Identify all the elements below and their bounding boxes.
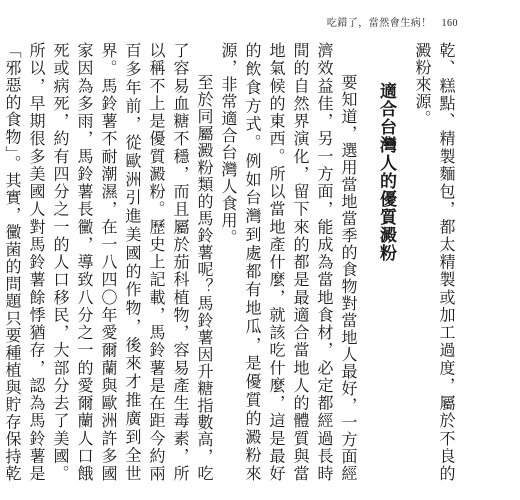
page-number: 160 [441, 18, 458, 29]
running-head [327, 14, 458, 29]
section-heading: 適合台灣人的優質澱粉 [376, 82, 396, 262]
paragraph-continued: 乾、糕點、精製麵包，都太精製或加工過度，屬於不良的澱粉來源。 [413, 42, 456, 482]
body-text [3, 42, 458, 482]
paragraph: 至於同屬澱粉類的馬鈴薯呢？馬鈴薯因升糖指數高，吃了容易血糖不穩，而且屬於茄科植物，容易產生毒素，所以稱不上是優質澱粉。歷史上記載，馬鈴薯是在距今約兩百多年前，從歐洲引進美國的作物，後來才推廣到全世界。馬鈴薯不耐潮濕，在一八四〇年愛爾蘭與歐洲許多國家因為多雨，馬鈴薯長黴，導致八分之一的愛爾蘭人口餓死或病死，約有四分之一的人口移民，大部分去了美國。所以，早期很多美國人對馬鈴薯餘悸猶存，認為馬鈴薯是「邪惡的食物」。其實，黴菌的問題只要種植與貯存保持乾 [3, 42, 214, 482]
paragraph: 要知道，選用當地當季的食物對當地人最好，一方面經濟效益佳，另一方面，能成為當地食材，必定都經過長時間的自然界演化，留下來的都是最適合當地人的體質與當地氣候的東西。所以當地產什麼，就該吃什麼，這是最好的飲食方式。例如台灣到處都有地瓜，是優質的澱粉來源，非常適合台灣人食用。 [219, 42, 358, 482]
running-head-title: 吃錯了，當然會生病！ [326, 18, 432, 29]
